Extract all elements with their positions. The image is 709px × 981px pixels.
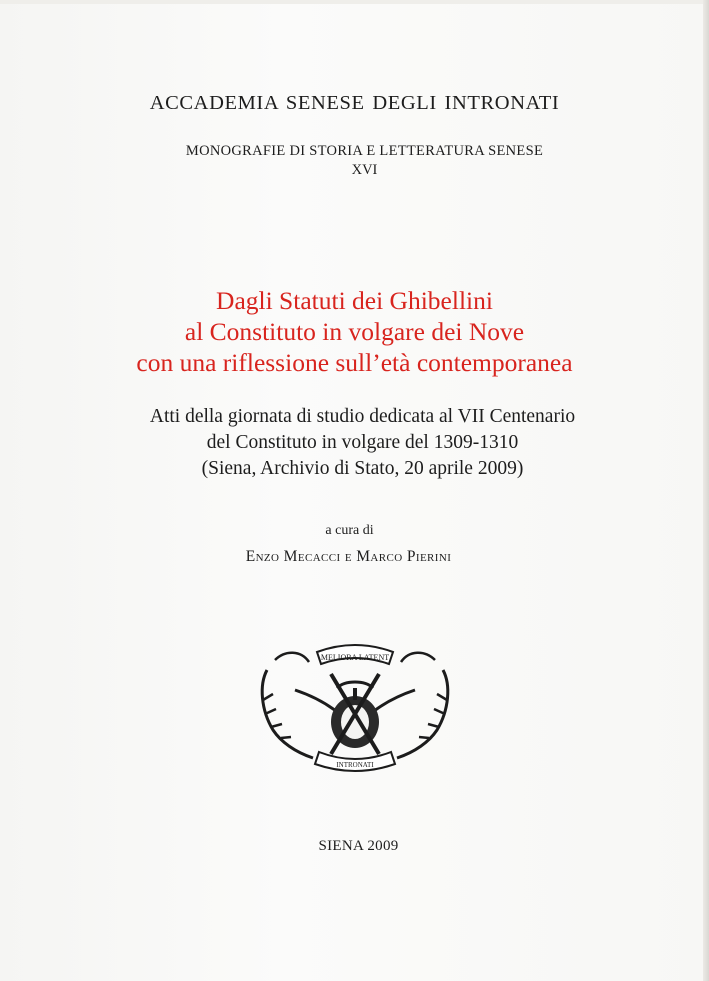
editors-names: Enzo Mecacci e Marco Pierini [245,548,452,565]
imprint-place-year: SIENA 2009 [318,838,399,854]
subtitle-line: (Siena, Archivio di Stato, 20 aprile 2009) [201,458,524,479]
academy-emblem-icon [255,630,455,780]
series-title: MONOGRAFIE DI STORIA E LETTERATURA SENESE [185,143,544,159]
volume-number: XVI [351,162,378,178]
book-title [0,285,709,378]
title-line: al Constituto in volgare dei Nove [184,317,525,346]
title-line: Dagli Statuti dei Ghibellini [216,286,493,315]
book-subtitle [8,404,709,482]
subtitle-line: Atti della giornata di studio dedicata al VII Centenario [149,406,576,427]
emblem-motto-bottom: INTRONATI [336,761,374,769]
publisher-name: ACCADEMIA SENESE DEGLI INTRONATI [149,92,560,114]
curated-by-label: a cura di [325,523,374,538]
emblem-motto-top: MELIORA LATENT [320,653,390,662]
title-line: con una riflessione sull’età contemporanea [136,348,573,377]
subtitle-line: del Constituto in volgare del 1309-1310 [206,432,519,453]
paper-edge-top [0,0,709,4]
